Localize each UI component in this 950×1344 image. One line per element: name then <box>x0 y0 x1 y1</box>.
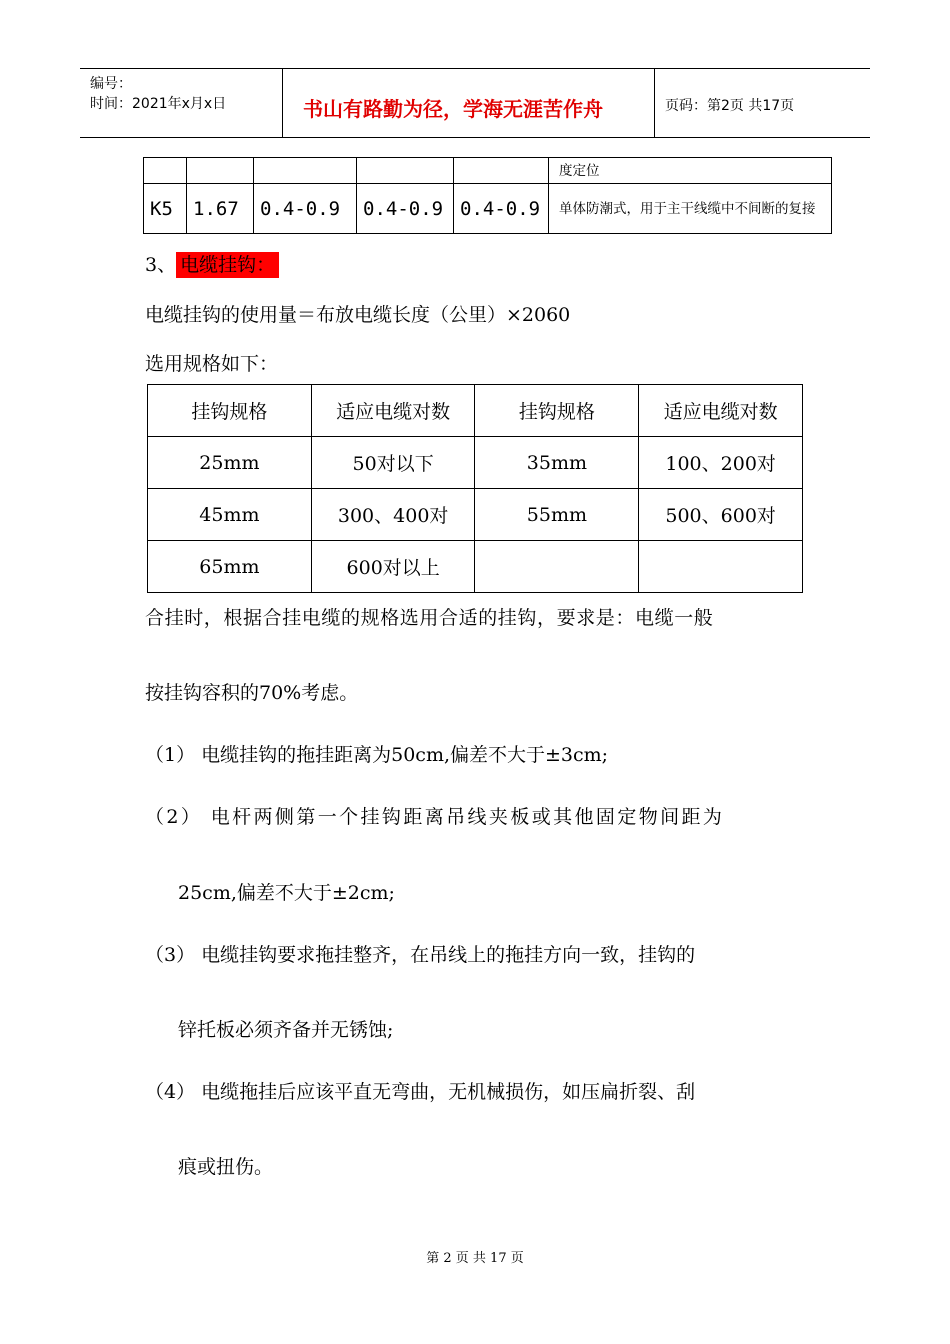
table-row <box>148 489 803 541</box>
table-cell <box>639 541 803 593</box>
table-cell <box>187 158 254 184</box>
list-item-continued: 痕或扭伤。 <box>178 1156 274 1178</box>
hook-spec-table <box>147 384 803 593</box>
column-header: 挂钩规格 <box>148 385 312 437</box>
paragraph-line: 按挂钩容积的70%考虑。 <box>145 682 359 704</box>
table-cell <box>144 158 187 184</box>
column-header: 挂钩规格 <box>475 385 639 437</box>
table-row <box>144 184 832 234</box>
list-item-continued: 25cm,偏差不大于±2cm; <box>178 882 395 904</box>
section-title: 电缆挂钩： <box>176 252 279 278</box>
table-cell: 25mm <box>148 437 312 489</box>
page-info: 页码：第2页 共17页 <box>665 98 795 114</box>
list-item: （4） 电缆拖挂后应该平直无弯曲，无机械损伤，如压扁折裂、刮 <box>145 1081 696 1103</box>
table-cell: 300、400对 <box>311 489 475 541</box>
table-cell: 单体防潮式，用于主干线缆中不间断的复接 <box>549 184 832 234</box>
table-cell: 0.4-0.9 <box>357 184 454 234</box>
table-row <box>144 158 832 184</box>
list-item: （1） 电缆挂钩的拖挂距离为50cm,偏差不大于±3cm; <box>145 744 609 766</box>
page-footer: 第 2 页 共 17 页 <box>426 1251 524 1266</box>
column-header: 适应电缆对数 <box>639 385 803 437</box>
table-cell: 100、200对 <box>639 437 803 489</box>
section-heading <box>145 250 279 277</box>
table-cell: 35mm <box>475 437 639 489</box>
list-item: （3） 电缆挂钩要求拖挂整齐，在吊线上的拖挂方向一致，挂钩的 <box>145 944 696 966</box>
table-cell: K5 <box>144 184 187 234</box>
table-header-row <box>148 385 803 437</box>
table-cell: 600对以上 <box>311 541 475 593</box>
table-cell: 45mm <box>148 489 312 541</box>
table-cell: 55mm <box>475 489 639 541</box>
table-row <box>148 541 803 593</box>
spec-intro: 选用规格如下： <box>145 353 279 375</box>
header-meta-cell <box>80 69 283 137</box>
paragraph-line: 合挂时，根据合挂电缆的规格选用合适的挂钩，要求是：电缆一般 <box>145 607 714 629</box>
table-cell <box>475 541 639 593</box>
section-number: 3、 <box>145 254 177 276</box>
table-cell: 0.4-0.9 <box>454 184 549 234</box>
list-item-continued: 锌托板必须齐备并无锈蚀; <box>178 1019 394 1041</box>
usage-formula: 电缆挂钩的使用量＝布放电缆长度（公里）×2060 <box>145 304 571 326</box>
page-header <box>80 68 870 138</box>
list-item: （2） 电杆两侧第一个挂钩距离吊线夹板或其他固定物间距为 <box>145 806 725 828</box>
motto-text: 书山有路勤为径，学海无涯苦作舟 <box>303 97 603 121</box>
column-header: 适应电缆对数 <box>311 385 475 437</box>
table-cell <box>357 158 454 184</box>
table-cell <box>454 158 549 184</box>
time-label: 时间：2021年x月x日 <box>90 96 227 112</box>
table-cell <box>254 158 357 184</box>
table-cell: 500、600对 <box>639 489 803 541</box>
table-cell: 65mm <box>148 541 312 593</box>
cable-spec-table-continued <box>143 157 832 234</box>
table-cell: 50对以下 <box>311 437 475 489</box>
table-cell: 0.4-0.9 <box>254 184 357 234</box>
table-row <box>148 437 803 489</box>
table-cell: 1.67 <box>187 184 254 234</box>
number-label: 编号： <box>90 76 132 92</box>
table-cell: 度定位 <box>549 158 832 184</box>
header-page-cell <box>655 69 870 137</box>
header-motto-cell <box>283 69 655 137</box>
